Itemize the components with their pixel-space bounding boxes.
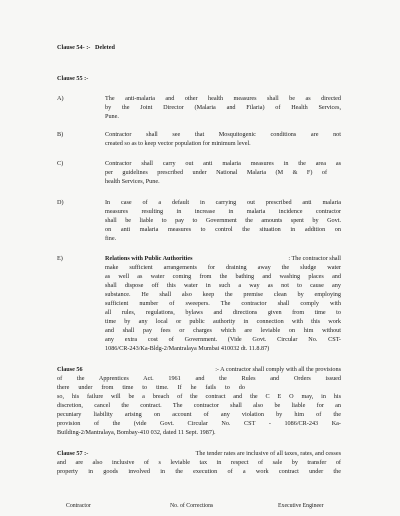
item-e-line-8: and shall pay fees or charges which are leviable on him without bbox=[105, 327, 341, 334]
item-e-line-6: all rules, regulations, bylaws and directions given from time to bbox=[105, 309, 341, 316]
item-b-letter: B) bbox=[57, 131, 64, 138]
item-d-line-3: shall be liable to pay to Government the amounts spent by Govt. bbox=[105, 217, 341, 224]
footer-corrections: No. of Corrections bbox=[170, 503, 214, 509]
clause-54-label: Clause 54- :- bbox=[57, 44, 91, 51]
clause-56-line-6: provision of the (vide Govt. Circular No. CST - 1086/CR-243 Ka- bbox=[57, 420, 341, 427]
clause-56-first-line bbox=[57, 366, 341, 374]
clause-57-line-2: property in goods involved in the execution of a work contract under the bbox=[57, 468, 341, 475]
clause-56-line-4: discretion, cancel the contract. The contractor shall also be liable for an bbox=[57, 402, 341, 409]
clause-57-label: Clause 57 :- bbox=[57, 450, 89, 457]
item-e-line-7: time by any local or public authority in connection with this work bbox=[105, 318, 341, 325]
clause-56-line-3: so, his failure will be a breach of the contract and the C E O may, in his bbox=[57, 393, 341, 400]
item-c-letter: C) bbox=[57, 160, 64, 167]
item-e-line-4: substance. He shall also keep the premise clean by employing bbox=[105, 291, 341, 298]
item-e-first-rest: : The contractor shall bbox=[288, 255, 341, 262]
clause-54-status: Deleted bbox=[94, 44, 115, 51]
clause-56-line-1: of the Apprentices Act. 1961 and the Rules and Orders issued bbox=[57, 375, 341, 382]
item-d-line-1: In case of a default in carrying out prescribed anti malaria bbox=[105, 199, 341, 206]
clause-56-label: Clause 56 bbox=[57, 366, 83, 373]
item-c-line-3: health Services, Pune. bbox=[105, 178, 160, 185]
footer-contractor: Contractor bbox=[66, 503, 91, 509]
item-d-line-4: on anti malaria measures to control the situation in addition on bbox=[105, 226, 341, 233]
item-d-line-2: measures resulting in increase in malaria incidence contractor bbox=[105, 208, 341, 215]
item-e-line-5: sufficient number of sweepers. The contractor shall comply with bbox=[105, 300, 341, 307]
item-b-line-2: created so as to keep vector population for minimum level. bbox=[105, 140, 251, 147]
item-e-first-line bbox=[105, 255, 341, 263]
clause-57-first-rest: The tender rates are inclusive of all taxes, rates, and cesses bbox=[195, 450, 341, 457]
item-e-line-9: any extra cost of Government. (Vide Govt. Circular No. CST- bbox=[105, 336, 341, 343]
item-e-letter: E) bbox=[57, 255, 63, 262]
clause-56-line-5: pecuniary liability arising on account of any violation by him of the bbox=[57, 411, 341, 418]
clause-57-first-line bbox=[57, 450, 341, 458]
item-e-title: Relations with Public Authorities bbox=[105, 255, 193, 262]
clause-56-line-2: there under from time to time. If he fails to do bbox=[57, 384, 245, 391]
clause-56-first-rest: :- A contractor shall comply with all the provisions bbox=[215, 366, 341, 373]
item-d-line-5: fine. bbox=[105, 235, 117, 242]
item-a-letter: A) bbox=[57, 95, 64, 102]
footer-engineer: Executive Engineer bbox=[278, 503, 324, 509]
item-e-line-10: 1086/CR-243/Ka-Bldg-2/Mantralaya Mumbai 410032 dt. 11.8.87) bbox=[105, 345, 270, 352]
item-e-line-3: shall dispose off this water in such a way as not to cause any bbox=[105, 282, 341, 289]
item-d-letter: D) bbox=[57, 199, 64, 206]
item-b-line-1: Contractor shall see that Mosquitogenic conditions are not bbox=[105, 131, 341, 138]
item-c-line-1: Contractor shall carry out anti malaria measures in the area as bbox=[105, 160, 341, 167]
item-a-line-3: Pune. bbox=[105, 113, 119, 120]
clause-55-heading: Clause 55 :- bbox=[57, 75, 89, 82]
item-e-line-1: make sufficient arrangements for draining away the sludge water bbox=[105, 264, 341, 271]
clause-54-heading bbox=[57, 44, 115, 52]
item-e-line-2: as well as water coming from the bathing and washing places and bbox=[105, 273, 341, 280]
item-a-line-1: The anti-malaria and other health measures shall be as directed bbox=[105, 95, 341, 102]
clause-56-line-7: Building-2/Mantralaya, Bombay-410 032, dated 11 Sept. 1987). bbox=[57, 429, 216, 436]
clause-57-line-1: and are also inclusive of s leviable tax in respect of sale by transfer of bbox=[57, 459, 341, 466]
item-a-line-2: by the Joint Director (Malaria and Filaria) of Health Services, bbox=[105, 104, 341, 111]
item-c-line-2: per guidelines prescribed under National Malaria (M & F) of bbox=[105, 169, 327, 176]
